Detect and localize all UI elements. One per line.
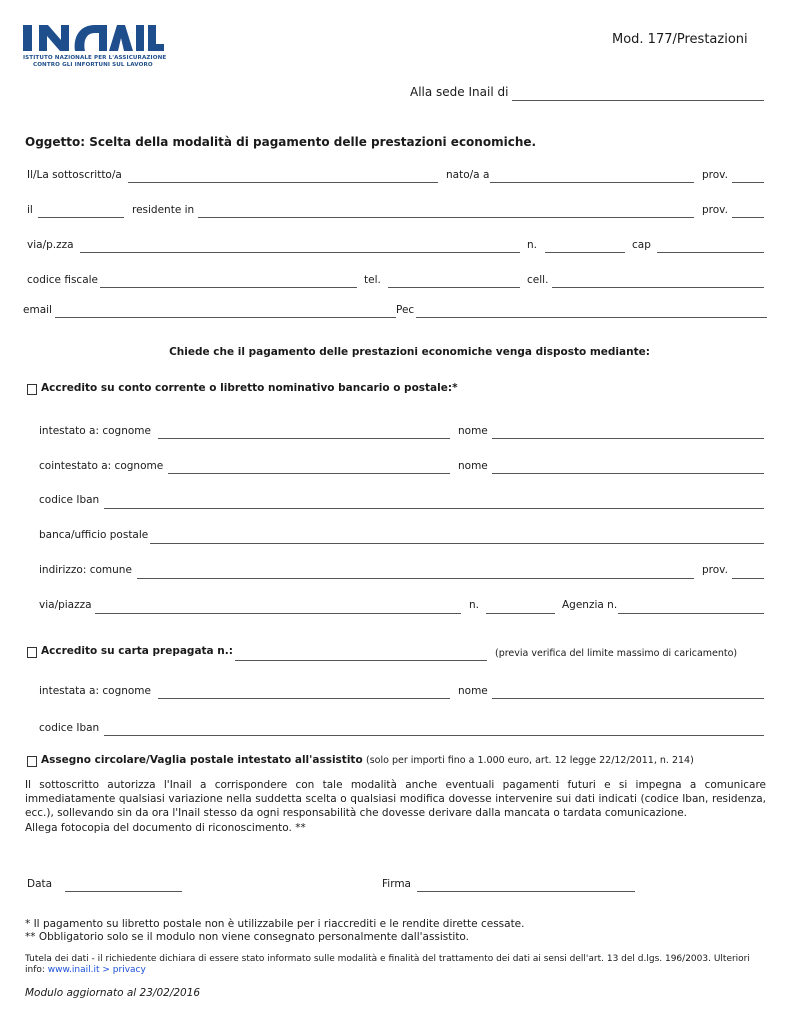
residente-field[interactable] — [198, 203, 694, 218]
birth-date-field[interactable] — [38, 203, 124, 218]
attachment-text: Allega fotocopia del documento di riconoscimento. ** — [25, 822, 306, 834]
prov-residence-label: prov. — [702, 204, 728, 216]
subject-title: Oggetto: Scelta della modalità di pagamento delle prestazioni economiche. — [25, 135, 537, 149]
codice-fiscale-label: codice fiscale — [27, 274, 99, 286]
prov-residence-field[interactable] — [732, 203, 764, 218]
agenzia-field[interactable] — [618, 599, 764, 614]
form-code: Mod. 177/Prestazioni — [612, 32, 748, 47]
banca-label: banca/ufficio postale — [39, 529, 149, 541]
bank-via-label: via/piazza — [39, 599, 92, 611]
data-field[interactable] — [65, 877, 182, 892]
sede-label: Alla sede Inail di — [410, 85, 509, 99]
banca-field[interactable] — [150, 529, 764, 544]
agenzia-label: Agenzia n. — [562, 599, 618, 611]
sede-field[interactable] — [512, 86, 764, 101]
check-checkbox[interactable] — [27, 756, 37, 767]
logo-subtitle-2: CONTRO GLI INFORTUNI SUL LAVORO — [33, 62, 153, 68]
updated-date: Modulo aggiornato al 23/02/2016 — [25, 987, 201, 999]
intestato-label: intestato a: cognome — [39, 425, 151, 437]
n-field[interactable] — [545, 238, 625, 253]
cell-label: cell. — [527, 274, 549, 286]
sottoscritto-label: Il/La sottoscritto/a — [27, 169, 122, 181]
footnote-1: * Il pagamento su libretto postale non è utilizzabile per i riaccrediti e le rendite dirette cessate. — [25, 918, 525, 930]
firma-label: Firma — [382, 878, 411, 890]
privacy-link[interactable]: www.inail.it > privacy — [47, 965, 146, 975]
intestato-cognome-field[interactable] — [158, 424, 450, 439]
card-number-field[interactable] — [235, 646, 487, 661]
nato-label: nato/a a — [446, 169, 490, 181]
cointestato-nome-label: nome — [458, 460, 488, 472]
data-label: Data — [27, 878, 53, 890]
pec-field[interactable] — [416, 303, 767, 318]
il-label: il — [27, 204, 33, 216]
comune-label: indirizzo: comune — [39, 564, 132, 576]
pec-label: Pec — [396, 304, 415, 316]
check-option-label: Assegno circolare/Vaglia postale intestato all'assistito — [41, 754, 363, 766]
n-label: n. — [527, 239, 537, 251]
intestato-nome-label: nome — [458, 425, 488, 437]
prov-label: prov. — [702, 169, 728, 181]
check-option — [41, 754, 694, 767]
codice-fiscale-field[interactable] — [100, 273, 357, 288]
intestata-label: intestata a: cognome — [39, 685, 151, 697]
intestata-cognome-field[interactable] — [158, 684, 450, 699]
bank-via-field[interactable] — [95, 599, 461, 614]
sottoscritto-field[interactable] — [128, 168, 438, 183]
cointestato-nome-field[interactable] — [492, 459, 764, 474]
comune-field[interactable] — [137, 564, 694, 579]
request-heading: Chiede che il pagamento delle prestazioni economiche venga disposto mediante: — [169, 346, 650, 358]
email-field[interactable] — [55, 303, 396, 318]
privacy-info — [25, 964, 146, 977]
card-iban-field[interactable] — [104, 721, 764, 736]
card-option-label: Accredito su carta prepagata n.: — [41, 645, 233, 657]
privacy-text: Tutela dei dati - il richiedente dichiara di essere stato informato sulle modalità e finalità del trattamento dei dati ai sensi dell'art. 13 del d.lgs. 196/2003. Ulteriori — [25, 954, 750, 964]
bank-prov-field[interactable] — [732, 564, 764, 579]
account-iban-label: codice Iban — [39, 494, 100, 506]
bank-n-field[interactable] — [486, 599, 555, 614]
tel-label: tel. — [364, 274, 381, 286]
bank-prov-label: prov. — [702, 564, 728, 576]
cointestato-cognome-field[interactable] — [168, 459, 450, 474]
via-field[interactable] — [80, 238, 520, 253]
footnote-2: ** Obbligatorio solo se il modulo non viene consegnato personalmente dall'assistito. — [25, 931, 470, 943]
card-checkbox[interactable] — [27, 647, 37, 658]
cap-field[interactable] — [657, 238, 764, 253]
via-label: via/p.zza — [27, 239, 74, 251]
card-note: (previa verifica del limite massimo di caricamento) — [495, 648, 738, 659]
card-iban-label: codice Iban — [39, 722, 100, 734]
intestata-nome-field[interactable] — [492, 684, 764, 699]
account-option-label: Accredito su conto corrente o libretto nominativo bancario o postale:* — [41, 382, 458, 394]
tel-field[interactable] — [388, 273, 520, 288]
cointestato-label: cointestato a: cognome — [39, 460, 164, 472]
cell-field[interactable] — [552, 273, 764, 288]
residente-label: residente in — [132, 204, 195, 216]
inail-logo — [23, 24, 165, 70]
nato-field[interactable] — [490, 168, 694, 183]
authorization-text: Il sottoscritto autorizza l'Inail a corrispondere con tale modalità anche eventuali pagamenti futuri e si impegna a comunicare immediatamente qualsiasi variazione nella suddetta scelta o qualsiasi modifica dovesse intervenire sui dati indicati (codice Iban, residenza, ecc.), sollevando sin da ora l'Inail stesso da ogni responsabilità che dovesse derivare dalla mancata o tardata comunicazione. — [25, 779, 766, 819]
prov-field[interactable] — [732, 168, 764, 183]
cap-label: cap — [632, 239, 651, 251]
logo-subtitle-1: ISTITUTO NAZIONALE PER L'ASSICURAZIONE — [23, 55, 167, 61]
account-checkbox[interactable] — [27, 384, 37, 395]
account-iban-field[interactable] — [104, 494, 764, 509]
inail-logo-mark — [23, 24, 165, 52]
bank-n-label: n. — [469, 599, 479, 611]
privacy-info-label: info: — [25, 965, 45, 975]
email-label: email — [23, 304, 52, 316]
intestato-nome-field[interactable] — [492, 424, 764, 439]
firma-field[interactable] — [417, 877, 635, 892]
check-option-note: (solo per importi fino a 1.000 euro, art. 12 legge 22/12/2011, n. 214) — [366, 755, 694, 766]
intestata-nome-label: nome — [458, 685, 488, 697]
